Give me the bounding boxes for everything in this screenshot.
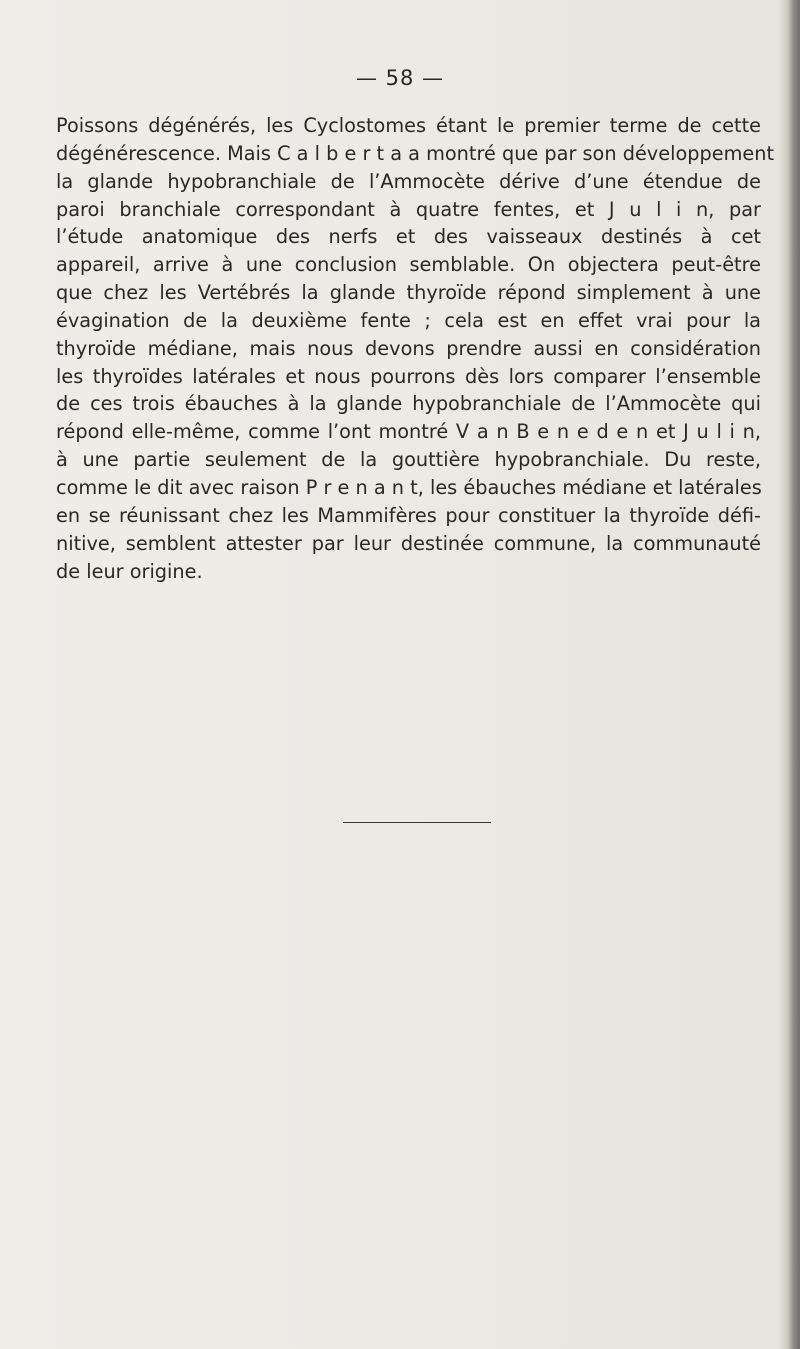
text-line: la glande hypobranchiale de l’Ammocète dérive d’une étendue de (56, 169, 761, 193)
text-line: en se réunissant chez les Mammifères pour constituer la thyroïde défi- (56, 503, 761, 527)
footnote-rule (343, 822, 491, 823)
text-line: évagination de la deuxième fente ; cela est en effet vrai pour la (56, 308, 761, 332)
text-line: nitive, semblent attester par leur destinée commune, la communauté (56, 531, 761, 555)
text-line: l’étude anatomique des nerfs et des vaisseaux destinés à cet (56, 225, 761, 249)
text-line: appareil, arrive à une conclusion semblable. On objectera peut-être (56, 253, 761, 277)
text-line: que chez les Vertébrés la glande thyroïde répond simplement à une (56, 281, 761, 305)
text-line: les thyroïdes latérales et nous pourrons dès lors comparer l’ensemble (56, 364, 761, 388)
text-line: Poissons dégénérés, les Cyclostomes étant le premier terme de cette (56, 114, 761, 137)
text-line: thyroïde médiane, mais nous devons prendre aussi en considération (56, 336, 761, 360)
text-line: répond elle-même, comme l’ont montré V a n B e n e d e n et J u l i n, (56, 420, 761, 444)
text-line: paroi branchiale correspondant à quatre fentes, et J u l i n, par (56, 197, 761, 221)
page-number: — 58 — (355, 66, 445, 90)
text-line: dégénérescence. Mais C a l b e r t a a montré que par son développement (56, 141, 775, 165)
text-line: comme le dit avec raison P r e n a n t, les ébauches médiane et latérales (56, 475, 762, 499)
body-paragraph (56, 112, 775, 585)
text-line: de ces trois ébauches à la glande hypobranchiale de l’Ammocète qui (56, 392, 761, 416)
text-line: à une partie seulement de la gouttière hypobranchiale. Du reste, (56, 448, 761, 472)
text-line: de leur origine. (56, 559, 203, 583)
page-edge-shadow (778, 0, 800, 1349)
